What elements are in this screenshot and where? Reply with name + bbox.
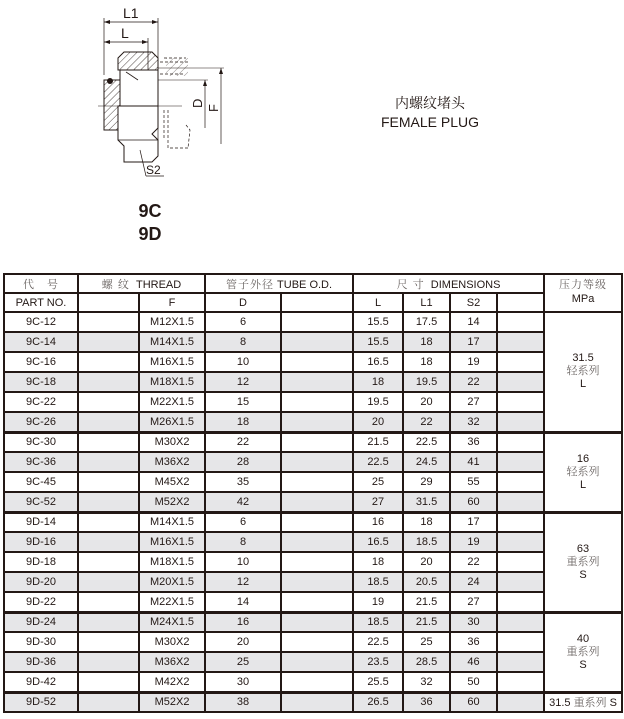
thread-f-cell: M30X2: [139, 432, 205, 452]
part-no-cell: 9C-45: [4, 472, 78, 492]
thread-f-cell: M14X1.5: [139, 332, 205, 352]
blank-cell: [78, 392, 139, 412]
thread-f-cell: M12X1.5: [139, 312, 205, 332]
dim-s2-cell: 24: [450, 572, 497, 592]
blank-cell: [281, 612, 353, 632]
part-no-cell: 9C-12: [4, 312, 78, 332]
series-code: L: [579, 478, 587, 491]
pressure-value: 16: [576, 452, 590, 465]
blank-cell: [281, 572, 353, 592]
dim-l1-cell: 18.5: [403, 532, 450, 552]
dim-l-cell: 18: [353, 552, 403, 572]
tube-d-cell: 6: [205, 512, 281, 532]
dim-l1-cell: 25: [403, 632, 450, 652]
dim-l-cell: 19: [353, 592, 403, 612]
series-name: 轻系列: [566, 465, 600, 478]
header-blank-3: [497, 293, 544, 312]
header-tube-od: 管子外径 TUBE O.D.: [205, 274, 353, 293]
blank-cell: [281, 312, 353, 332]
table-row: [4, 592, 622, 612]
dim-s2-cell: 55: [450, 472, 497, 492]
blank-cell: [78, 412, 139, 432]
table-row: [4, 372, 622, 392]
part-no-cell: 9D-24: [4, 612, 78, 632]
thread-f-cell: M36X2: [139, 452, 205, 472]
header-part-no: PART NO.: [4, 293, 78, 312]
dim-l1-cell: 22: [403, 412, 450, 432]
table-row: [4, 332, 622, 352]
blank-cell: [78, 472, 139, 492]
table-row: [4, 532, 622, 552]
part-no-cell: 9C-18: [4, 372, 78, 392]
blank-cell: [281, 692, 353, 712]
header-part-cn: 代 号: [4, 274, 78, 293]
blank-cell: [281, 472, 353, 492]
title-chinese: 内螺纹堵头: [395, 95, 465, 111]
tube-d-cell: 10: [205, 552, 281, 572]
dim-s2-cell: 36: [450, 632, 497, 652]
dim-l1-cell: 31.5: [403, 492, 450, 512]
blank-cell: [281, 392, 353, 412]
header-blank-2: [281, 293, 353, 312]
model-code-9c: 9C: [138, 201, 162, 221]
header-thread: 螺 纹 THREAD: [78, 274, 205, 293]
part-no-cell: 9C-30: [4, 432, 78, 452]
thread-f-cell: M42X2: [139, 672, 205, 692]
blank-cell: [281, 372, 353, 392]
female-plug-drawing: [90, 0, 240, 190]
dim-l1-cell: 24.5: [403, 452, 450, 472]
table-row: [4, 572, 622, 592]
blank-cell: [497, 652, 544, 672]
table-row: [4, 632, 622, 652]
thread-f-cell: M26X1.5: [139, 412, 205, 432]
dim-s2-cell: 50: [450, 672, 497, 692]
tube-d-cell: 42: [205, 492, 281, 512]
header-row-2: [4, 293, 622, 312]
tube-d-cell: 15: [205, 392, 281, 412]
table-row: [4, 352, 622, 372]
table-row: [4, 552, 622, 572]
blank-cell: [78, 612, 139, 632]
blank-cell: [78, 432, 139, 452]
part-no-cell: 9D-20: [4, 572, 78, 592]
dim-s2-cell: 27: [450, 392, 497, 412]
table-row: [4, 692, 622, 712]
svg-text:F: F: [206, 104, 221, 112]
blank-cell: [281, 352, 353, 372]
blank-cell: [497, 492, 544, 512]
blank-cell: [281, 592, 353, 612]
table-row: [4, 652, 622, 672]
dim-l-cell: 25: [353, 472, 403, 492]
dim-s2-cell: 60: [450, 692, 497, 712]
dim-s2-cell: 22: [450, 372, 497, 392]
spec-table: [3, 273, 623, 713]
series-code: S: [579, 568, 587, 581]
series-code: L: [579, 378, 587, 391]
dim-l-cell: 25.5: [353, 672, 403, 692]
blank-cell: [78, 592, 139, 612]
part-no-cell: 9C-52: [4, 492, 78, 512]
part-no-cell: 9D-14: [4, 512, 78, 532]
dim-l1-cell: 21.5: [403, 612, 450, 632]
blank-cell: [497, 552, 544, 572]
model-codes: [126, 200, 174, 246]
blank-cell: [497, 592, 544, 612]
blank-cell: [281, 552, 353, 572]
part-no-cell: 9D-52: [4, 692, 78, 712]
pressure-rating-cell: [544, 612, 622, 692]
blank-cell: [78, 492, 139, 512]
blank-cell: [497, 472, 544, 492]
dim-l1-cell: 21.5: [403, 592, 450, 612]
tube-d-cell: 8: [205, 532, 281, 552]
dim-s2-cell: 30: [450, 612, 497, 632]
tube-d-cell: 20: [205, 632, 281, 652]
blank-cell: [497, 532, 544, 552]
tube-d-cell: 28: [205, 452, 281, 472]
tube-d-cell: 12: [205, 572, 281, 592]
dim-s2-cell: 60: [450, 492, 497, 512]
dim-l1-cell: 17.5: [403, 312, 450, 332]
blank-cell: [281, 332, 353, 352]
blank-cell: [281, 512, 353, 532]
tube-d-cell: 14: [205, 592, 281, 612]
header-dimensions: 尺 寸 DIMENSIONS: [353, 274, 544, 293]
tube-d-cell: 16: [205, 612, 281, 632]
dim-l1-cell: 19.5: [403, 372, 450, 392]
dim-l1-cell: 29: [403, 472, 450, 492]
blank-cell: [497, 692, 544, 712]
pressure-rating-cell: [544, 312, 622, 432]
table-row: [4, 392, 622, 412]
dim-s2-cell: 32: [450, 412, 497, 432]
part-no-cell: 9D-18: [4, 552, 78, 572]
blank-cell: [497, 672, 544, 692]
tube-d-cell: 35: [205, 472, 281, 492]
dim-l-cell: 16.5: [353, 352, 403, 372]
dim-l-cell: 15.5: [353, 312, 403, 332]
blank-cell: [497, 452, 544, 472]
blank-cell: [78, 692, 139, 712]
header-s2: S2: [450, 293, 497, 312]
blank-cell: [497, 312, 544, 332]
header-row-1: [4, 274, 622, 293]
blank-cell: [497, 372, 544, 392]
dim-l-cell: 15.5: [353, 332, 403, 352]
tube-d-cell: 38: [205, 692, 281, 712]
dim-l-cell: 18.5: [353, 572, 403, 592]
tube-d-cell: 25: [205, 652, 281, 672]
part-no-cell: 9C-14: [4, 332, 78, 352]
blank-cell: [78, 672, 139, 692]
pressure-value: 63: [576, 542, 590, 555]
dim-l1-cell: 18: [403, 352, 450, 372]
table-row: [4, 512, 622, 532]
table-row: [4, 612, 622, 632]
dim-s2-cell: 17: [450, 512, 497, 532]
thread-f-cell: M52X2: [139, 692, 205, 712]
blank-cell: [497, 512, 544, 532]
model-code-9d: 9D: [138, 224, 162, 244]
header-blank-1: [78, 293, 139, 312]
svg-text:D: D: [190, 98, 205, 108]
tube-d-cell: 18: [205, 412, 281, 432]
series-code: S: [579, 658, 587, 671]
blank-cell: [281, 632, 353, 652]
thread-f-cell: M16X1.5: [139, 352, 205, 372]
dim-l-cell: 27: [353, 492, 403, 512]
dim-l-cell: 22.5: [353, 632, 403, 652]
dim-l1-cell: 18: [403, 512, 450, 532]
blank-cell: [78, 632, 139, 652]
table-row: [4, 672, 622, 692]
tube-d-cell: 30: [205, 672, 281, 692]
pressure-value: 40: [576, 632, 590, 645]
tube-d-cell: 6: [205, 312, 281, 332]
dim-l-cell: 21.5: [353, 432, 403, 452]
tube-d-cell: 10: [205, 352, 281, 372]
blank-cell: [78, 552, 139, 572]
blank-cell: [281, 532, 353, 552]
thread-f-cell: M18X1.5: [139, 372, 205, 392]
table-row: [4, 432, 622, 452]
blank-cell: [281, 652, 353, 672]
part-no-cell: 9C-16: [4, 352, 78, 372]
blank-cell: [497, 632, 544, 652]
dim-l-cell: 18.5: [353, 612, 403, 632]
blank-cell: [78, 532, 139, 552]
dim-s2-cell: 19: [450, 532, 497, 552]
title-english: FEMALE PLUG: [380, 114, 480, 130]
thread-f-cell: M45X2: [139, 472, 205, 492]
dim-l1-cell: 22.5: [403, 432, 450, 452]
header-pressure: 压力等级 MPa: [544, 274, 622, 312]
thread-f-cell: M16X1.5: [139, 532, 205, 552]
thread-f-cell: M30X2: [139, 632, 205, 652]
thread-f-cell: M20X1.5: [139, 572, 205, 592]
blank-cell: [78, 332, 139, 352]
thread-f-cell: M18X1.5: [139, 552, 205, 572]
part-no-cell: 9D-16: [4, 532, 78, 552]
tube-d-cell: 22: [205, 432, 281, 452]
thread-f-cell: M22X1.5: [139, 592, 205, 612]
product-title: [360, 94, 500, 132]
blank-cell: [497, 612, 544, 632]
svg-text:S2: S2: [146, 163, 161, 177]
series-name: 轻系列: [566, 365, 600, 378]
dim-l1-cell: 20.5: [403, 572, 450, 592]
blank-cell: [281, 492, 353, 512]
thread-f-cell: M52X2: [139, 492, 205, 512]
part-no-cell: 9D-22: [4, 592, 78, 612]
table-row: [4, 452, 622, 472]
blank-cell: [497, 332, 544, 352]
part-no-cell: 9C-36: [4, 452, 78, 472]
blank-cell: [281, 452, 353, 472]
blank-cell: [497, 572, 544, 592]
dim-l1-cell: 20: [403, 552, 450, 572]
dim-l-cell: 18: [353, 372, 403, 392]
spec-table-body: [4, 312, 622, 712]
dim-l1-cell: 36: [403, 692, 450, 712]
part-no-cell: 9D-36: [4, 652, 78, 672]
table-row: [4, 472, 622, 492]
blank-cell: [78, 352, 139, 372]
dim-s2-cell: 17: [450, 332, 497, 352]
tube-d-cell: 8: [205, 332, 281, 352]
dim-s2-cell: 27: [450, 592, 497, 612]
dim-l1-cell: 28.5: [403, 652, 450, 672]
dim-s2-cell: 36: [450, 432, 497, 452]
pressure-rating-cell: 31.5 重系列 S: [544, 692, 622, 712]
table-row: [4, 492, 622, 512]
dim-l-cell: 23.5: [353, 652, 403, 672]
header-l1: L1: [403, 293, 450, 312]
dim-l1-cell: 18: [403, 332, 450, 352]
blank-cell: [497, 432, 544, 452]
blank-cell: [78, 512, 139, 532]
blank-cell: [78, 652, 139, 672]
pressure-rating-cell: [544, 512, 622, 612]
blank-cell: [497, 392, 544, 412]
blank-cell: [78, 572, 139, 592]
svg-text:L: L: [121, 25, 129, 41]
blank-cell: [281, 412, 353, 432]
blank-cell: [281, 672, 353, 692]
part-no-cell: 9C-22: [4, 392, 78, 412]
pressure-value: 31.5: [572, 352, 594, 365]
table-row: [4, 312, 622, 332]
svg-text:L1: L1: [123, 5, 139, 21]
series-name: 重系列: [566, 555, 600, 568]
dim-l-cell: 22.5: [353, 452, 403, 472]
header-l: L: [353, 293, 403, 312]
blank-cell: [497, 412, 544, 432]
thread-f-cell: M22X1.5: [139, 392, 205, 412]
table-row: [4, 412, 622, 432]
header-d: D: [205, 293, 281, 312]
blank-cell: [497, 352, 544, 372]
part-no-cell: 9D-42: [4, 672, 78, 692]
dim-l1-cell: 20: [403, 392, 450, 412]
dim-s2-cell: 19: [450, 352, 497, 372]
blank-cell: [78, 312, 139, 332]
part-no-cell: 9D-30: [4, 632, 78, 652]
dim-l-cell: 16: [353, 512, 403, 532]
blank-cell: [78, 452, 139, 472]
thread-f-cell: M24X1.5: [139, 612, 205, 632]
dim-s2-cell: 22: [450, 552, 497, 572]
tube-d-cell: 12: [205, 372, 281, 392]
part-no-cell: 9C-26: [4, 412, 78, 432]
dim-l-cell: 19.5: [353, 392, 403, 412]
pressure-rating-cell: [544, 432, 622, 512]
thread-f-cell: M36X2: [139, 652, 205, 672]
dim-l-cell: 20: [353, 412, 403, 432]
header-f: F: [139, 293, 205, 312]
blank-cell: [281, 432, 353, 452]
dim-l-cell: 26.5: [353, 692, 403, 712]
dim-s2-cell: 41: [450, 452, 497, 472]
thread-f-cell: M14X1.5: [139, 512, 205, 532]
blank-cell: [78, 372, 139, 392]
dim-l1-cell: 32: [403, 672, 450, 692]
dim-s2-cell: 46: [450, 652, 497, 672]
series-name: 重系列: [566, 645, 600, 658]
dim-l-cell: 16.5: [353, 532, 403, 552]
dim-s2-cell: 14: [450, 312, 497, 332]
